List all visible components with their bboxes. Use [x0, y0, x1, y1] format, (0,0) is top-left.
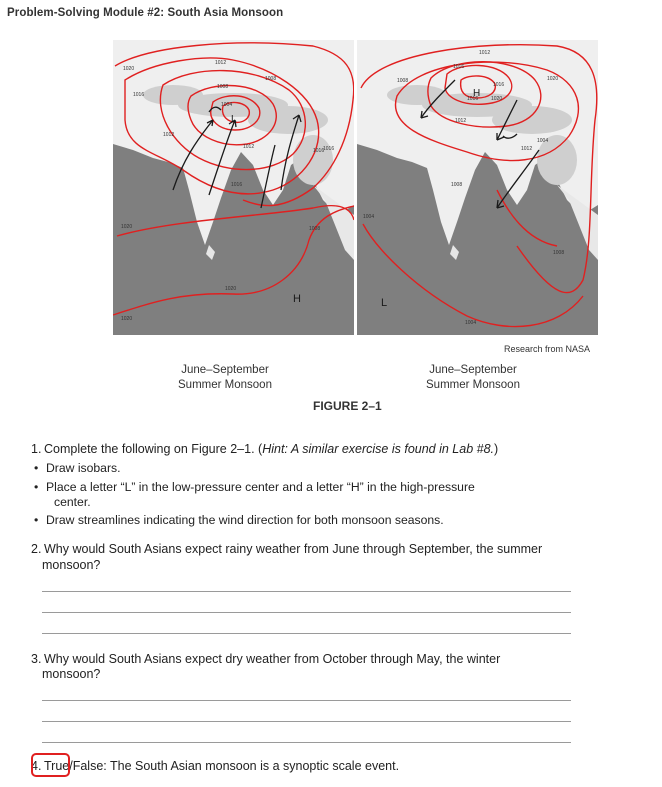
- right-map-caption: [388, 363, 558, 393]
- caption-line: June–September: [181, 364, 269, 376]
- isobar-label: 1020: [547, 76, 559, 82]
- isobar-label: 1016: [453, 64, 465, 70]
- left-map-caption: [140, 363, 310, 393]
- answer-line[interactable]: [42, 700, 571, 701]
- map-right-svg: [357, 40, 598, 335]
- answer-circle-mark: [31, 753, 70, 777]
- page-title: Problem-Solving Module #2: South Asia Monsoon: [7, 7, 284, 19]
- isobar-label: 1016: [323, 146, 335, 152]
- answer-line[interactable]: [42, 721, 571, 722]
- question-text: Why would South Asians expect dry weather from October through May, the winter: [44, 652, 501, 666]
- question-1: [31, 442, 631, 458]
- question-3: [31, 652, 631, 668]
- map-left-svg: [113, 40, 354, 335]
- isobar-label: 1004: [465, 320, 477, 326]
- isobar-label: 1008: [397, 78, 409, 84]
- isobar-label: 1016: [493, 82, 505, 88]
- low-pressure-mark: L: [381, 297, 388, 309]
- figure-label: FIGURE 2–1: [313, 399, 382, 413]
- question-4: [31, 759, 631, 775]
- isobar-label: 1008: [265, 76, 277, 82]
- answer-line[interactable]: [42, 742, 571, 743]
- image-credit: Research from NASA: [504, 344, 591, 354]
- summer-monsoon-map-left: [113, 40, 354, 335]
- isobar-label: 1004: [221, 102, 233, 108]
- isobar-label: 1020: [121, 224, 133, 230]
- question-text-continued: monsoon?: [42, 667, 101, 681]
- answer-line[interactable]: [42, 633, 571, 634]
- isobar-label: 1008: [451, 182, 463, 188]
- isobar-label: 1020: [225, 286, 237, 292]
- bullet-item: • Place a letter “L” in the low-pressure center and a letter “H” in the high-pressure: [46, 480, 475, 494]
- question-text-part: ): [494, 442, 499, 456]
- isobar-label: 1016: [133, 92, 145, 98]
- isobar-label: 1012: [163, 132, 175, 138]
- isobar-label: 1004: [363, 214, 375, 220]
- question-number: 4.: [31, 759, 42, 773]
- isobar-label: 1012: [521, 146, 533, 152]
- question-number: 2.: [31, 542, 42, 556]
- isobar-label: 1012: [215, 60, 227, 66]
- low-pressure-center-mark: L: [231, 114, 237, 125]
- question-text: [44, 442, 498, 456]
- question-hint: Hint: A similar exercise is found in Lab #8.: [262, 442, 495, 456]
- question-text: Why would South Asians expect rainy weather from June through September, the summer: [44, 542, 543, 556]
- isobar-label: 1008: [309, 226, 321, 232]
- bullet-item: • Draw isobars.: [46, 461, 121, 475]
- summer-monsoon-map-right: [357, 40, 598, 335]
- bullet-item: • Draw streamlines indicating the wind direction for both monsoon seasons.: [46, 513, 444, 527]
- isobar-label: 1020: [121, 316, 133, 322]
- question-text-continued: monsoon?: [42, 558, 101, 572]
- isobar-label: 1016: [313, 148, 325, 154]
- caption-line: Summer Monsoon: [178, 379, 272, 391]
- high-pressure-mark: H: [293, 293, 301, 305]
- isobar-label: 1012: [243, 144, 255, 150]
- answer-line[interactable]: [42, 591, 571, 592]
- false-option-and-statement: /False: The South Asian monsoon is a synoptic scale event.: [69, 759, 400, 773]
- bullet-continuation: center.: [54, 495, 91, 509]
- true-option[interactable]: True: [44, 759, 70, 773]
- answer-line[interactable]: [42, 612, 571, 613]
- isobar-label: 1012: [479, 50, 491, 56]
- question-text: [44, 759, 399, 773]
- caption-line: June–September: [429, 364, 517, 376]
- isobar-label: 1012: [455, 118, 467, 124]
- question-text-part: Complete the following on Figure 2–1. (: [44, 442, 263, 456]
- isobar-label: 1020: [491, 96, 503, 102]
- isobar-label: 1008: [553, 250, 565, 256]
- isobar-label: 1016: [467, 96, 479, 102]
- isobar-label: 1004: [537, 138, 549, 144]
- high-pressure-center-mark: H: [473, 88, 481, 99]
- isobar-label: 1008: [217, 84, 229, 90]
- question-2: [31, 542, 631, 558]
- question-number: 3.: [31, 652, 42, 666]
- caption-line: Summer Monsoon: [426, 379, 520, 391]
- isobar-label: 1016: [231, 182, 243, 188]
- isobar-label: 1020: [123, 66, 135, 72]
- question-number: 1.: [31, 442, 42, 456]
